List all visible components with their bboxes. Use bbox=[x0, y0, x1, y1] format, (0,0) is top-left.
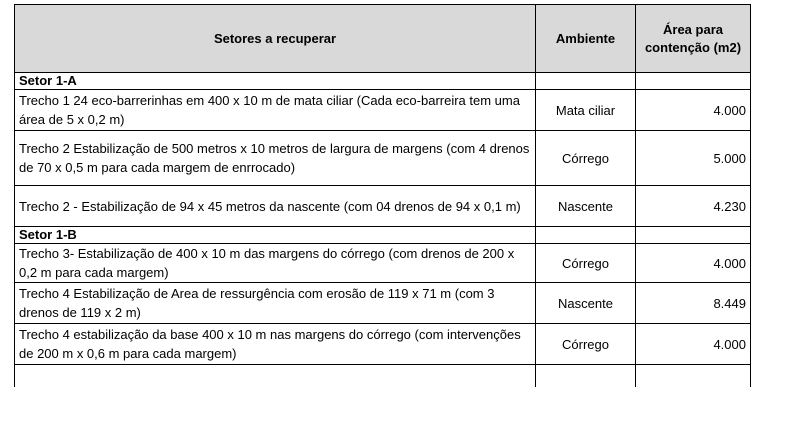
row-area: 4.000 bbox=[636, 324, 751, 365]
header-area: Área para contenção (m2) bbox=[636, 5, 751, 73]
row-area: 8.449 bbox=[636, 283, 751, 324]
row-environment: Córrego bbox=[536, 324, 636, 365]
row-area: 4.000 bbox=[636, 90, 751, 131]
sector-row bbox=[15, 73, 751, 90]
row-description: Trecho 1 24 eco-barrerinhas em 400 x 10 m de mata ciliar (Cada eco-barreira tem uma área de 5 x 0,2 m) bbox=[15, 90, 536, 131]
table-row bbox=[15, 324, 751, 365]
row-description: Trecho 2 - Estabilização de 94 x 45 metros da nascente (com 04 drenos de 94 x 0,1 m) bbox=[15, 186, 536, 227]
row-environment: Nascente bbox=[536, 186, 636, 227]
table-row bbox=[15, 244, 751, 283]
sector-label: Setor 1-B bbox=[15, 227, 536, 244]
row-environment: Mata ciliar bbox=[536, 90, 636, 131]
recovery-sectors-table bbox=[14, 4, 751, 387]
table-row bbox=[15, 90, 751, 131]
table-row bbox=[15, 283, 751, 324]
header-row bbox=[15, 5, 751, 73]
table-row bbox=[15, 131, 751, 186]
sector-row bbox=[15, 227, 751, 244]
row-description: Trecho 2 Estabilização de 500 metros x 10 metros de largura de margens (com 4 drenos de 70 x 0,5 m para cada margem de enrrocado) bbox=[15, 131, 536, 186]
row-area: 4.000 bbox=[636, 244, 751, 283]
row-environment: Córrego bbox=[536, 244, 636, 283]
row-description: Trecho 4 Estabilização de Area de ressurgência com erosão de 119 x 71 m (com 3 drenos de 119 x 2 m) bbox=[15, 283, 536, 324]
table-row bbox=[15, 186, 751, 227]
header-sectors: Setores a recuperar bbox=[15, 5, 536, 73]
header-environment: Ambiente bbox=[536, 5, 636, 73]
row-area: 4.230 bbox=[636, 186, 751, 227]
row-environment: Córrego bbox=[536, 131, 636, 186]
row-area: 5.000 bbox=[636, 131, 751, 186]
empty-row bbox=[15, 365, 751, 388]
sector-label: Setor 1-A bbox=[15, 73, 536, 90]
row-environment: Nascente bbox=[536, 283, 636, 324]
row-description: Trecho 3- Estabilização de 400 x 10 m das margens do córrego (com drenos de 200 x 0,2 m para cada margem) bbox=[15, 244, 536, 283]
row-description: Trecho 4 estabilização da base 400 x 10 m nas margens do córrego (com intervenções de 200 m x 0,6 m para cada margem) bbox=[15, 324, 536, 365]
